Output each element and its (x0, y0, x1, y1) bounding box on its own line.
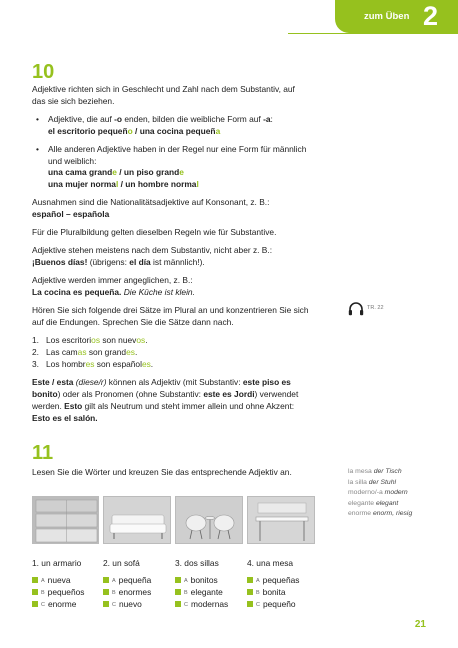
option-checkbox[interactable]: C modernas (175, 599, 228, 610)
audio-track[interactable] (348, 302, 384, 316)
checkbox[interactable] (32, 577, 38, 583)
option-checkbox[interactable]: A pequeñas (247, 575, 299, 586)
position-example: ¡Buenos días! (übrigens: el día ist männlich!). (32, 257, 205, 267)
option-checkbox[interactable]: C enorme (32, 599, 76, 610)
bullet-1-text: Adjektive, die auf -o enden, bilden die weibliche Form auf -a: (48, 114, 273, 124)
audio-track-label: TR. 22 (367, 305, 384, 312)
agreement-example: La cocina es pequeña. Die Küche ist klein. (32, 287, 195, 297)
vocab-item: elegante elegant (348, 499, 399, 507)
checkbox[interactable] (247, 577, 253, 583)
listening-instruction-1: Hören Sie sich folgende drei Sätze im Plural an und konzentrieren Sie sich (32, 305, 309, 315)
bullet-2: • (36, 144, 39, 154)
bullet-1-example: el escritorio pequeño / una cocina pequeña (48, 126, 221, 136)
nationality-rule: Ausnahmen sind die Nationalitätsadjektive auf Konsonant, z. B.: (32, 197, 270, 207)
checkbox[interactable] (103, 577, 109, 583)
vocabulary-box (348, 467, 412, 520)
question-1-label: 1. un armario (32, 558, 82, 568)
option-checkbox[interactable]: B bonita (247, 587, 286, 598)
intro-line-1: Adjektive richten sich in Geschlecht und Zahl nach dem Substantiv, auf (32, 84, 295, 94)
este-rule-example: Esto es el salón. (32, 413, 98, 423)
sentence-1: 1. Los escritorios son nuevos. (32, 335, 148, 345)
plural-rule: Für die Pluralbildung gelten dieselben Regeln wie für Substantive. (32, 227, 277, 237)
sentence-3: 3. Los hombres son españoles. (32, 359, 154, 369)
question-4-label: 4. una mesa (247, 558, 294, 568)
exercise-11-instruction: Lesen Sie die Wörter und kreuzen Sie das entsprechende Adjektiv an. (32, 467, 292, 477)
option-checkbox[interactable]: A pequeña (103, 575, 151, 586)
bullet-2-line-2: und weiblich: (48, 156, 97, 166)
vocab-item: la mesa der Tisch (348, 468, 402, 475)
bullet-1: • (36, 114, 39, 124)
option-checkbox[interactable]: A bonitos (175, 575, 218, 586)
checkbox[interactable] (247, 589, 253, 595)
agreement-rule: Adjektive werden immer angeglichen, z. B.: (32, 275, 193, 285)
chapter-number: 2 (422, 1, 438, 31)
option-checkbox[interactable]: B enormes (103, 587, 151, 598)
intro-line-2: das sie sich beziehen. (32, 96, 115, 106)
position-rule: Adjektive stehen meistens nach dem Substantiv, nicht aber z. B.: (32, 245, 273, 255)
vocab-item: enorme enorm, riesig (348, 510, 413, 518)
sofa-photo (103, 496, 171, 544)
checkbox[interactable] (103, 589, 109, 595)
checkbox[interactable] (32, 601, 38, 607)
question-3-label: 3. dos sillas (175, 558, 219, 568)
checkbox[interactable] (175, 589, 181, 595)
wardrobe-photo (32, 496, 99, 544)
headphones-icon (348, 302, 364, 316)
checkbox[interactable] (247, 601, 253, 607)
vocab-item: moderno/-a modern (348, 489, 408, 497)
sentence-2: 2. Las camas son grandes. (32, 347, 138, 357)
este-rule-line-3: werden. Esto gilt als Neutrum und steht immer allein und ohne Akzent: (32, 401, 295, 411)
chapter-tab (335, 0, 458, 33)
bullet-2-example-1: una cama grande / un piso grande (48, 167, 184, 177)
page-number: 21 (414, 619, 426, 630)
bullet-2-line-1: Alle anderen Adjektive haben in der Regel nur eine Form für männlich (48, 144, 307, 154)
nationality-example: español – española (32, 209, 110, 219)
chairs-photo (175, 496, 243, 544)
checkbox[interactable] (103, 601, 109, 607)
option-checkbox[interactable]: C pequeño (247, 599, 296, 610)
question-2-label: 2. un sofá (103, 558, 140, 568)
header-rule (288, 33, 458, 34)
option-checkbox[interactable]: B pequeños (32, 587, 84, 598)
checkbox[interactable] (175, 577, 181, 583)
checkbox[interactable] (32, 589, 38, 595)
vocab-item: la silla der Stuhl (348, 478, 396, 486)
exercise-number-11: 11 (32, 442, 54, 464)
option-checkbox[interactable]: A nueva (32, 575, 71, 586)
este-rule-line-2: bonito) oder als Pronomen (ohne Substantiv: este es Jordi) verwendet (32, 389, 299, 399)
chapter-tab-label: zum Üben (364, 11, 410, 22)
option-checkbox[interactable]: C nuevo (103, 599, 142, 610)
checkbox[interactable] (175, 601, 181, 607)
listening-instruction-2: auf die Endungen. Sprechen Sie die Sätze dann nach. (32, 317, 234, 327)
bullet-2-example-2: una mujer normal / un hombre normal (48, 179, 199, 189)
table-photo (247, 496, 315, 544)
exercise-number-10: 10 (32, 61, 55, 83)
option-checkbox[interactable]: B elegante (175, 587, 223, 598)
este-rule-line-1: Este / esta (diese/r) können als Adjektiv (mit Substantiv: este piso es (32, 377, 291, 387)
